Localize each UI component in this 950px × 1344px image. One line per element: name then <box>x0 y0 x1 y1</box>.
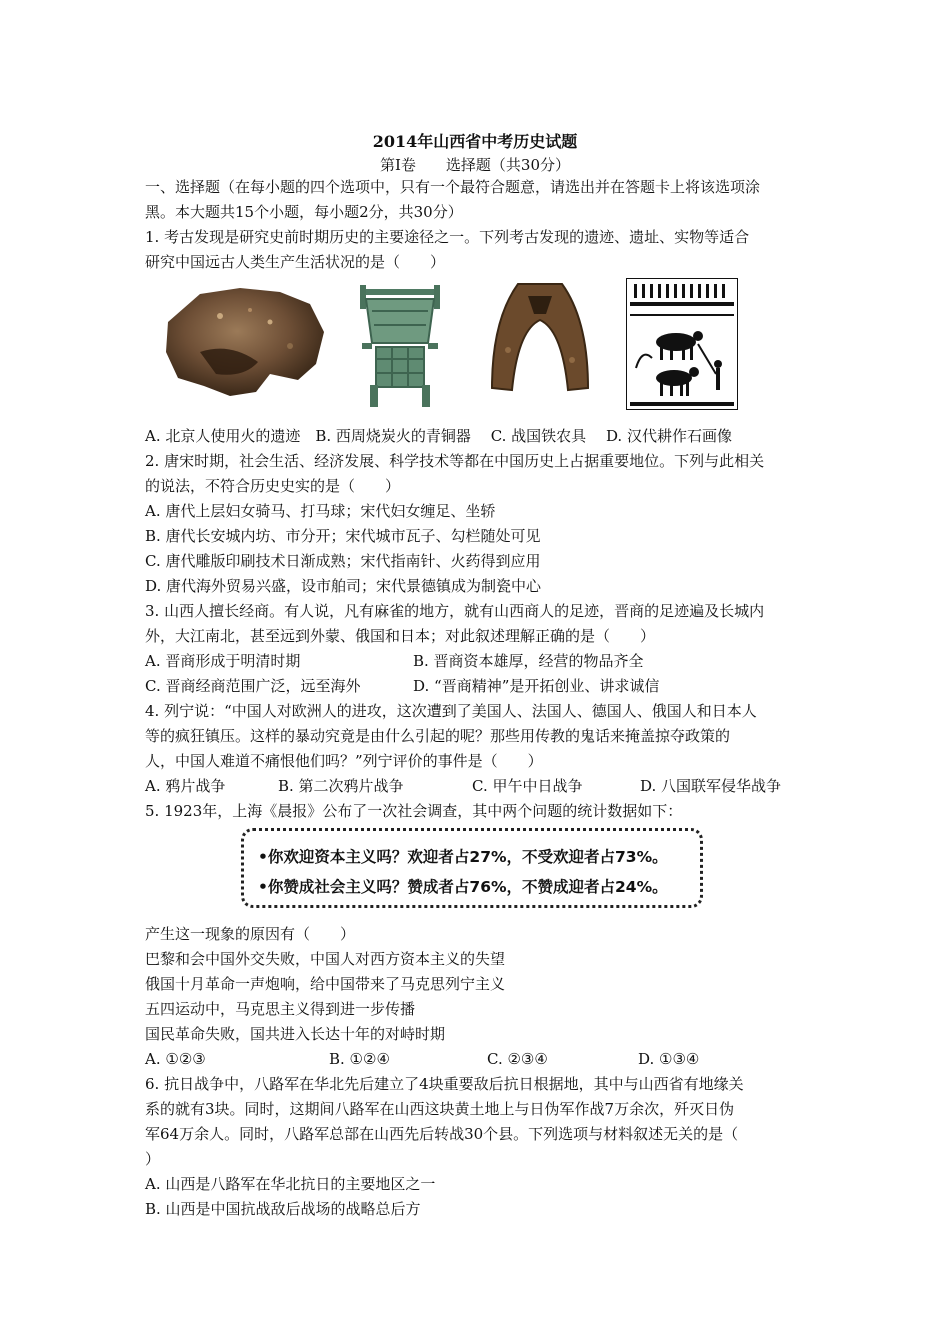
q4-stem-line-1: 4. 列宁说：“中国人对欧洲人的进攻，这次遭到了美国人、法国人、德国人、俄国人和日本人 <box>145 702 757 720</box>
q3-stem-line-1: 3. 山西人擅长经商。有人说，凡有麻雀的地方，就有山西商人的足迹，晋商的足迹遍及长城内 <box>145 602 765 620</box>
q2-option-a: A. 唐代上层妇女骑马、打马球；宋代妇女缠足、坐轿 <box>145 502 496 520</box>
q6-option-a: A. 山西是八路军在华北抗日的主要地区之一 <box>145 1175 436 1193</box>
q3-option-c: C. 晋商经商范围广泛，远至海外 <box>145 677 361 695</box>
q4-stem-line-3: 人，中国人难道不痛恨他们吗？”列宁评价的事件是（ ） <box>145 752 543 770</box>
q5-stem-line-1: 5. 1923年，上海《晨报》公布了一次社会调查，其中两个问题的统计数据如下： <box>145 802 683 820</box>
q3-stem-line-2: 外，大江南北，甚至远到外蒙、俄国和日本；对此叙述理解正确的是（ ） <box>145 627 656 645</box>
q2-stem-line-1: 2. 唐宋时期，社会生活、经济发展、科学技术等都在中国历史上占据重要地位。下列与此相关 <box>145 452 765 470</box>
q6-option-b: B. 山西是中国抗战敌后战场的战略总后方 <box>145 1200 421 1218</box>
survey-data-box <box>241 828 703 908</box>
q5-option-c: C. ②③④ <box>487 1050 548 1068</box>
q4-option-d: D. 八国联军侵华战争 <box>640 777 782 795</box>
q4-option-c: C. 甲午中日战争 <box>472 777 583 795</box>
q4-stem-line-2: 等的疯狂镇压。这样的暴动究竟是由什么引起的呢？那些用传教的鬼话来掩盖掠夺政策的 <box>145 727 731 745</box>
section-instructions-line-2: 黑。本大题共15个小题，每小题2分，共30分） <box>145 203 463 221</box>
q5-prompt: 产生这一现象的原因有（ ） <box>145 925 356 943</box>
q5-statement-1: 巴黎和会中国外交失败，中国人对西方资本主义的失望 <box>145 950 506 968</box>
bronze-stove-image <box>354 281 446 411</box>
q3-option-a: A. 晋商形成于明清时期 <box>145 652 301 670</box>
q6-stem-line-2: 系的就有3块。同时，这期间八路军在山西这块黄土地上与日伪军作战7万余次，歼灭日伪 <box>145 1100 735 1118</box>
q1-stem-line-1: 1. 考古发现是研究史前时期历史的主要途径之一。下列考古发现的遗迹、遗址、实物等适合 <box>145 228 750 246</box>
q3-option-b: B. 晋商资本雄厚，经营的物品齐全 <box>413 652 644 670</box>
q5-statement-3: 五四运动中，马克思主义得到进一步传播 <box>145 1000 416 1018</box>
survey-line-capitalism: •你欢迎资本主义吗？欢迎者占27%，不受欢迎者占73%。 <box>258 848 668 866</box>
exam-subtitle: 第I卷 选择题（共30分） <box>379 156 570 174</box>
q5-option-d: D. ①③④ <box>638 1050 700 1068</box>
q5-statement-2: 俄国十月革命一声炮响，给中国带来了马克思列宁主义 <box>145 975 506 993</box>
q6-stem-line-1: 6. 抗日战争中，八路军在华北先后建立了4块重要敌后抗日根据地，其中与山西省有地缘关 <box>145 1075 744 1093</box>
survey-line-socialism: •你赞成社会主义吗？赞成者占76%，不赞成迎者占24%。 <box>258 878 668 896</box>
q1-options: A. 北京人使用火的遗迹 B. 西周烧炭火的青铜器 C. 战国铁农具 D. 汉代耕作石画像 <box>145 427 732 445</box>
burnt-stone-relic-image <box>160 282 328 402</box>
q5-statement-4: 国民革命失败，国共进入长达十年的对峙时期 <box>145 1025 446 1043</box>
exam-title: 2014年山西省中考历史试题 <box>372 132 578 151</box>
q5-option-a: A. ①②③ <box>145 1050 206 1068</box>
q2-option-b: B. 唐代长安城内坊、市分开；宋代城市瓦子、勾栏随处可见 <box>145 527 541 545</box>
q2-option-d: D. 唐代海外贸易兴盛，设市舶司；宋代景德镇成为制瓷中心 <box>145 577 542 595</box>
q6-stem-line-4: ） <box>145 1150 161 1168</box>
q1-stem-line-2: 研究中国远古人类生产生活状况的是（ ） <box>145 253 446 271</box>
q4-option-b: B. 第二次鸦片战争 <box>278 777 404 795</box>
q6-stem-line-3: 军64万余人。同时，八路军总部在山西先后转战30个县。下列选项与材料叙述无关的是（ <box>145 1125 739 1143</box>
q5-option-b: B. ①②④ <box>329 1050 390 1068</box>
section-instructions-line-1: 一、选择题（在每小题的四个选项中，只有一个最符合题意，请选出并在答题卡上将该选项涂 <box>145 178 761 196</box>
iron-farm-tool-image <box>488 280 592 396</box>
q4-option-a: A. 鸦片战争 <box>145 777 226 795</box>
q3-option-d: D. “晋商精神”是开拓创业、讲求诚信 <box>413 677 660 695</box>
q2-option-c: C. 唐代雕版印刷技术日渐成熟；宋代指南针、火药得到应用 <box>145 552 541 570</box>
q2-stem-line-2: 的说法，不符合历史史实的是（ ） <box>145 477 401 495</box>
stone-relief-plowing-image <box>626 278 738 410</box>
